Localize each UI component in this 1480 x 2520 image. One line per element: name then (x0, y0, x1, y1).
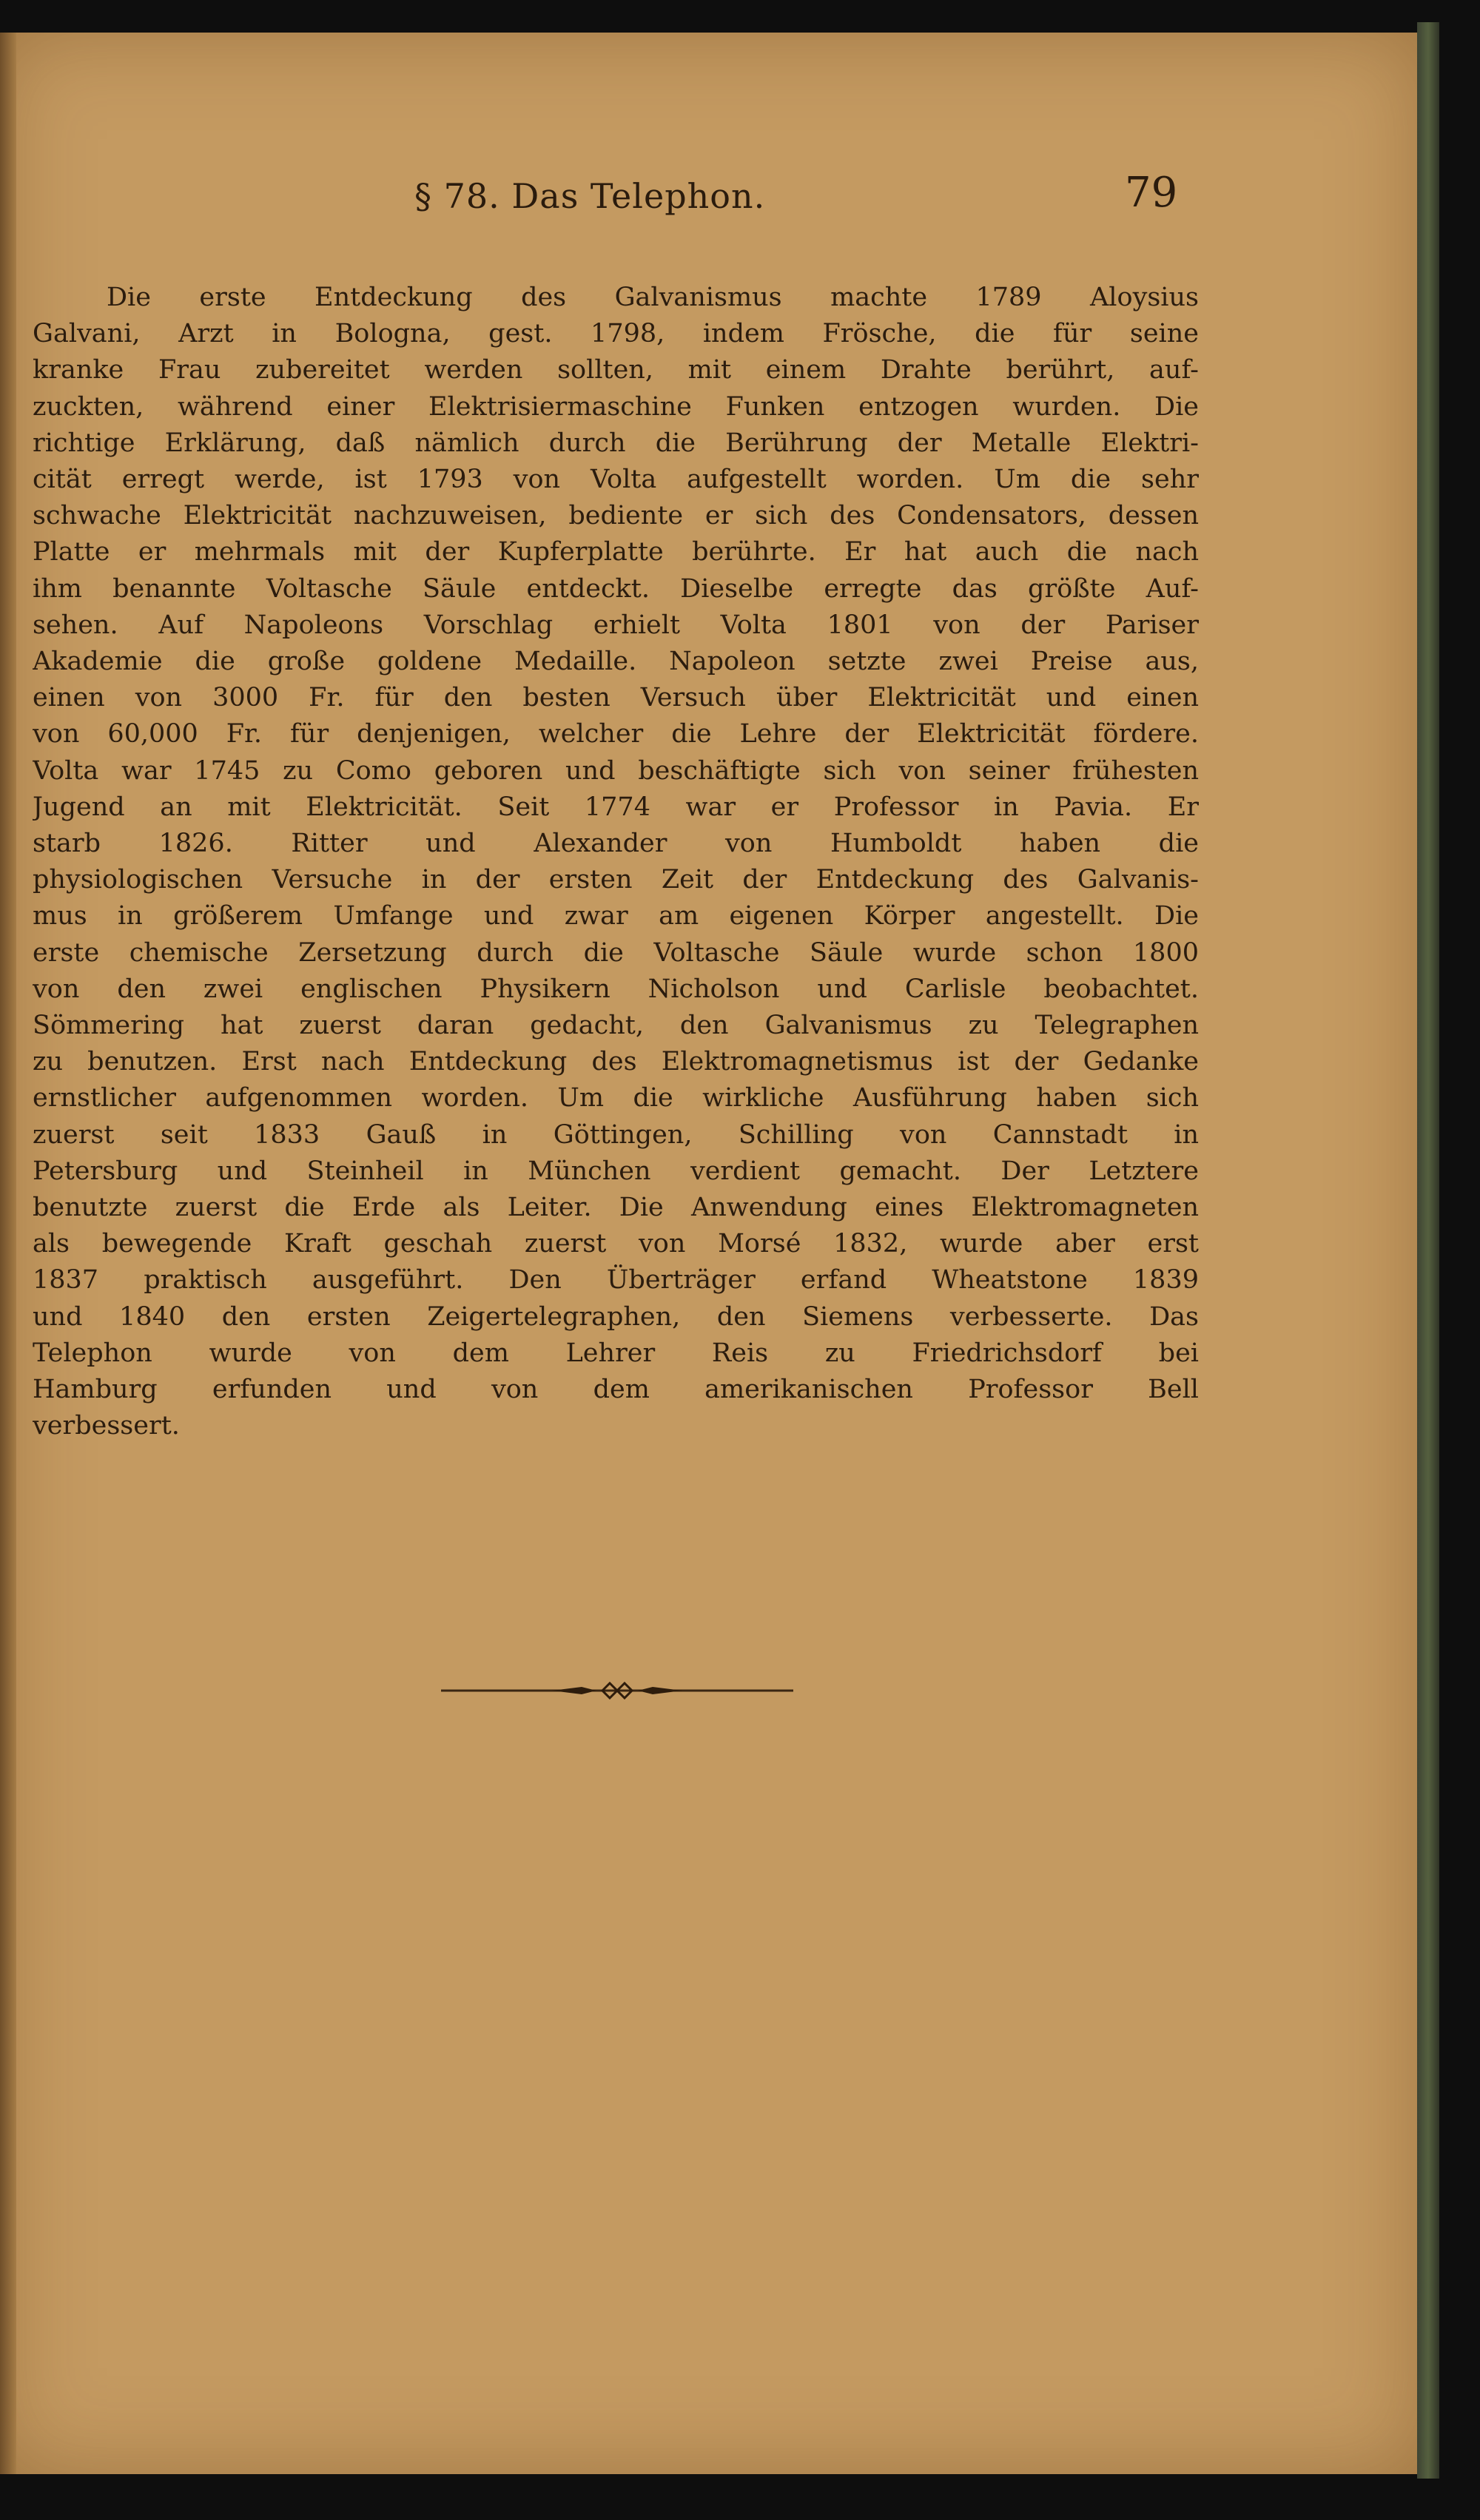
text-line: Galvani, Arzt in Bologna, gest. 1798, indem Frösche, die für seine (33, 319, 1199, 349)
text-line: ihm benannte Voltasche Säule entdeckt. Dieselbe erregte das größte Auf- (33, 573, 1199, 604)
text-line: und 1840 den ersten Zeigertelegraphen, den Siemens verbesserte. Das (33, 1301, 1199, 1332)
book-binding (1417, 22, 1439, 2479)
text-line: Platte er mehrmals mit der Kupferplatte berührte. Er hat auch die nach (33, 537, 1199, 567)
text-line: richtige Erklärung, daß nämlich durch die Berührung der Metalle Elektri- (33, 428, 1199, 458)
text-line: Sömmering hat zuerst daran gedacht, den Galvanismus zu Telegraphen (33, 1011, 1199, 1041)
text-line: verbessert. (33, 1411, 180, 1441)
text-line: Jugend an mit Elektricität. Seit 1774 war er Professor in Pavia. Er (33, 792, 1199, 822)
running-head: § 78. Das Telephon. (414, 176, 766, 216)
text-line: zuckten, während einer Elektrisiermaschine Funken entzogen wurden. Die (33, 391, 1199, 422)
text-line: von 60,000 Fr. für denjenigen, welcher die Lehre der Elektricität fördere. (33, 719, 1199, 749)
text-line: Petersburg und Steinheil in München verdient gemacht. Der Letztere (33, 1156, 1199, 1186)
text-line: Hamburg erfunden und von dem amerikanischen Professor Bell (33, 1375, 1199, 1405)
text-line: zuerst seit 1833 Gauß in Göttingen, Schilling von Cannstadt in (33, 1119, 1199, 1150)
text-line: Akademie die große goldene Medaille. Napoleon setzte zwei Preise aus, (33, 647, 1199, 677)
body-paragraph (33, 280, 1199, 1445)
text-line: cität erregt werde, ist 1793 von Volta aufgestellt worden. Um die sehr (33, 465, 1199, 495)
text-line: sehen. Auf Napoleons Vorschlag erhielt Volta 1801 von der Pariser (33, 610, 1199, 640)
text-line: ernstlicher aufgenommen worden. Um die wirkliche Ausführung haben sich (33, 1083, 1199, 1114)
text-line: schwache Elektricität nachzuweisen, bediente er sich des Condensators, dessen (33, 501, 1199, 531)
text-line: Die erste Entdeckung des Galvanismus machte 1789 Aloysius (107, 283, 1199, 312)
text-line: erste chemische Zersetzung durch die Voltasche Säule wurde schon 1800 (33, 937, 1199, 968)
page-left-edge (0, 33, 16, 2474)
text-line: physiologischen Versuche in der ersten Zeit der Entdeckung des Galvanis- (33, 865, 1199, 895)
text-line: Volta war 1745 zu Como geboren und beschäftigte sich von seiner frühesten (33, 755, 1199, 786)
text-line: Telephon wurde von dem Lehrer Reis zu Friedrichsdorf bei (33, 1338, 1199, 1368)
text-line: einen von 3000 Fr. für den besten Versuch über Elektricität und einen (33, 683, 1199, 713)
text-line: kranke Frau zubereitet werden sollten, mit einem Drahte berührt, auf- (33, 355, 1199, 385)
text-line: als bewegende Kraft geschah zuerst von Morsé 1832, wurde aber erst (33, 1229, 1199, 1259)
text-line: zu benutzen. Erst nach Entdeckung des Elektromagnetismus ist der Gedanke (33, 1047, 1199, 1077)
page-number: 79 (1125, 169, 1178, 217)
text-line: starb 1826. Ritter und Alexander von Humboldt haben die (33, 829, 1199, 859)
text-line: von den zwei englischen Physikern Nicholson und Carlisle beobachtet. (33, 974, 1199, 1004)
text-line: mus in größerem Umfange und zwar am eigenen Körper angestellt. Die (33, 901, 1199, 931)
section-end-ornament (441, 1680, 793, 1702)
text-line: benutzte zuerst die Erde als Leiter. Die Anwendung eines Elektromagneten (33, 1193, 1199, 1223)
text-line: 1837 praktisch ausgeführt. Den Überträger erfand Wheatstone 1839 (33, 1265, 1199, 1296)
